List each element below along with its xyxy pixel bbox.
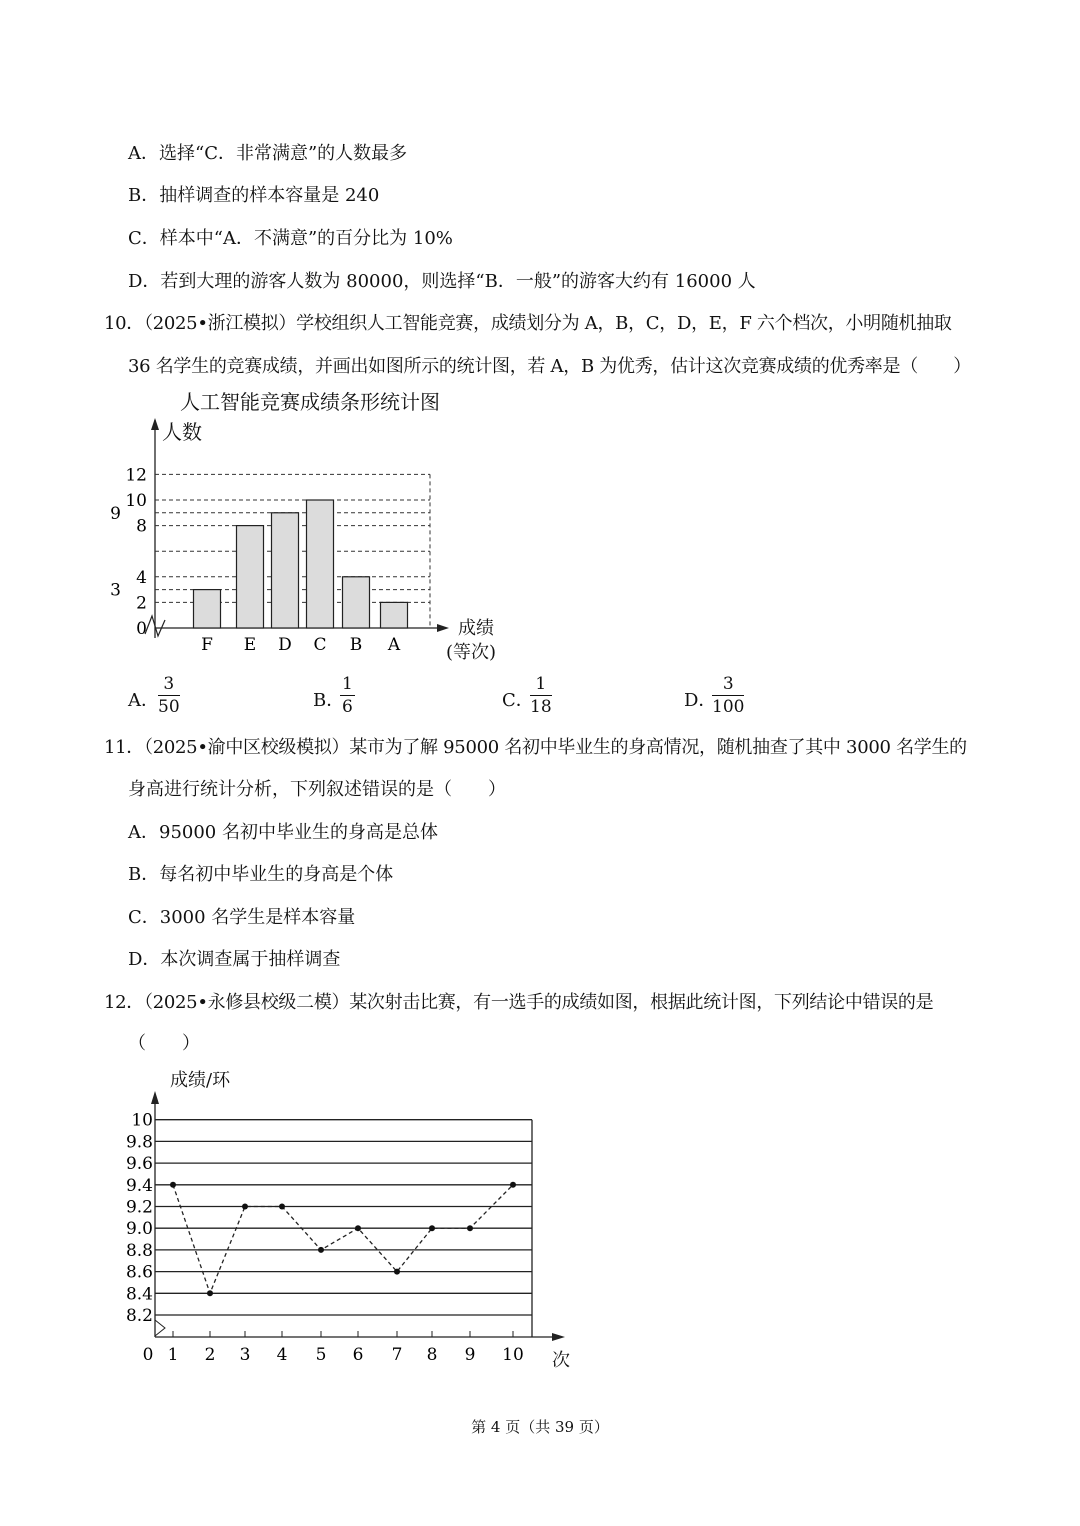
score-point-1: [170, 1182, 176, 1188]
line-chart-xlabel: 次: [552, 1350, 570, 1371]
bar-ytick-label: 8: [136, 516, 147, 537]
line-xtick-label: 9: [464, 1345, 476, 1365]
q11-option-d: D．本次调查属于抽样调查: [128, 949, 341, 970]
bar-A: [381, 602, 408, 628]
line-ytick-label: 9.0: [125, 1219, 153, 1240]
denominator: 18: [530, 697, 552, 717]
bar-xtick-label: C: [313, 635, 327, 655]
score-series-line: [173, 1185, 513, 1294]
numerator: 3: [158, 674, 180, 696]
q9-option-c: C．样本中“A．不满意”的百分比为 10%: [128, 228, 453, 249]
score-point-3: [242, 1204, 248, 1210]
q11-text-1: 11．（2025•渝中区校级模拟）某市为了解 95000 名初中毕业生的身高情况，随机抽查了其中 3000 名学生的: [104, 737, 967, 758]
score-point-6: [355, 1225, 361, 1231]
numerator: 1: [342, 674, 353, 694]
line-xtick-label: 2: [204, 1345, 216, 1365]
line-xtick-label: 6: [352, 1345, 364, 1365]
q10-text-2: 36 名学生的竞赛成绩，并画出如图所示的统计图，若 A，B 为优秀，估计这次竞赛成绩的优秀率是（ ）: [128, 356, 971, 377]
bar-ytick-label: 9: [110, 503, 121, 524]
line-xtick-label: 1: [167, 1345, 179, 1365]
q10-option-c-label: C．: [502, 690, 534, 711]
line-ytick-label: 8.2: [125, 1306, 153, 1326]
q11-option-b: B．每名初中毕业生的身高是个体: [128, 864, 394, 885]
line-ytick-label: 9.4: [125, 1175, 153, 1196]
score-point-9: [467, 1225, 473, 1231]
bar-chart-xlabel: 成绩: [458, 618, 494, 639]
score-point-5: [318, 1247, 324, 1253]
bar-chart-title: 人工智能竞赛成绩条形统计图: [180, 390, 440, 414]
line-xtick-label: 0: [142, 1345, 154, 1365]
line-ytick-label: 9.6: [125, 1154, 153, 1175]
q10-option-d-label: D．: [684, 690, 717, 711]
q12-text-1: 12．（2025•永修县校级二模）某次射击比赛，有一选手的成绩如图，根据此统计图，下列结论中错误的是: [104, 992, 934, 1013]
score-point-10: [510, 1182, 516, 1188]
line-xtick-label: 10: [502, 1345, 524, 1365]
q10-option-b-label: B．: [313, 690, 345, 711]
q10-option-a-label: A．: [128, 690, 159, 711]
line-xtick-label: 8: [426, 1345, 438, 1365]
q12-text-2: （ ）: [128, 1033, 200, 1054]
numerator: 1: [530, 674, 552, 696]
bar-D: [272, 513, 299, 628]
bar-ytick-label: 4: [136, 567, 147, 588]
bar-ytick-label: 12: [125, 465, 147, 486]
bar-E: [237, 526, 264, 628]
score-point-2: [207, 1290, 213, 1296]
score-point-7: [394, 1269, 400, 1275]
denominator: 6: [342, 697, 353, 717]
bar-xtick-label: D: [278, 635, 292, 655]
numerator: 3: [712, 674, 744, 696]
line-xtick-label: 7: [391, 1345, 403, 1365]
line-ytick-label: 8.8: [125, 1240, 153, 1261]
denominator: 100: [712, 697, 745, 717]
line-x-arrow-icon: [552, 1333, 565, 1341]
q11-option-c: C．3000 名学生是样本容量: [128, 907, 356, 928]
axis-break-icon: [155, 1320, 165, 1336]
line-ytick-label: 9.2: [125, 1197, 153, 1218]
line-y-arrow-icon: [151, 1091, 159, 1104]
line-xtick-label: 3: [239, 1345, 251, 1365]
bar-xtick-label: A: [387, 635, 401, 655]
bar-xtick-label: F: [201, 635, 213, 655]
q11-option-a: A．95000 名初中毕业生的身高是总体: [128, 822, 438, 843]
score-point-8: [429, 1225, 435, 1231]
line-xtick-label: 5: [315, 1345, 327, 1365]
page-footer: 第 4 页（共 39 页）: [471, 1418, 609, 1436]
line-ytick-label: 8.4: [125, 1284, 153, 1305]
line-ytick-label: 10: [131, 1110, 153, 1131]
score-point-4: [279, 1204, 285, 1210]
line-ytick-label: 9.8: [125, 1132, 153, 1153]
bar-xtick-label: B: [349, 635, 363, 655]
q11-text-2: 身高进行统计分析，下列叙述错误的是（ ）: [128, 779, 506, 800]
q9-option-d: D．若到大理的游客人数为 80000，则选择“B．一般”的游客大约有 16000 人: [128, 271, 756, 292]
bar-B: [343, 577, 370, 628]
q10-text-1: 10．（2025•浙江模拟）学校组织人工智能竞赛，成绩划分为 A，B，C，D，E，F 六个档次，小明随机抽取: [104, 313, 952, 334]
bar-ytick-label: 10: [125, 491, 147, 511]
bar-y-arrow-icon: [151, 418, 159, 430]
denominator: 50: [158, 697, 180, 717]
q9-option-b: B．抽样调查的样本容量是 240: [128, 185, 380, 206]
bar-x-arrow-icon: [437, 624, 449, 632]
bar-chart-xlabel2: (等次): [446, 642, 497, 663]
bar-ytick-label: 3: [110, 580, 121, 601]
bar-chart-ylabel: 人数: [162, 420, 202, 444]
bar-F: [194, 590, 221, 628]
bar-ytick-label: 2: [136, 593, 147, 614]
bar-ytick-label: 0: [136, 619, 147, 639]
bar-xtick-label: E: [243, 635, 257, 655]
line-xtick-label: 4: [276, 1345, 288, 1365]
q9-option-a: A．选择“C．非常满意”的人数最多: [128, 143, 408, 164]
bar-C: [307, 500, 334, 628]
line-ytick-label: 8.6: [125, 1262, 153, 1283]
line-chart-ylabel: 成绩/环: [170, 1070, 231, 1091]
